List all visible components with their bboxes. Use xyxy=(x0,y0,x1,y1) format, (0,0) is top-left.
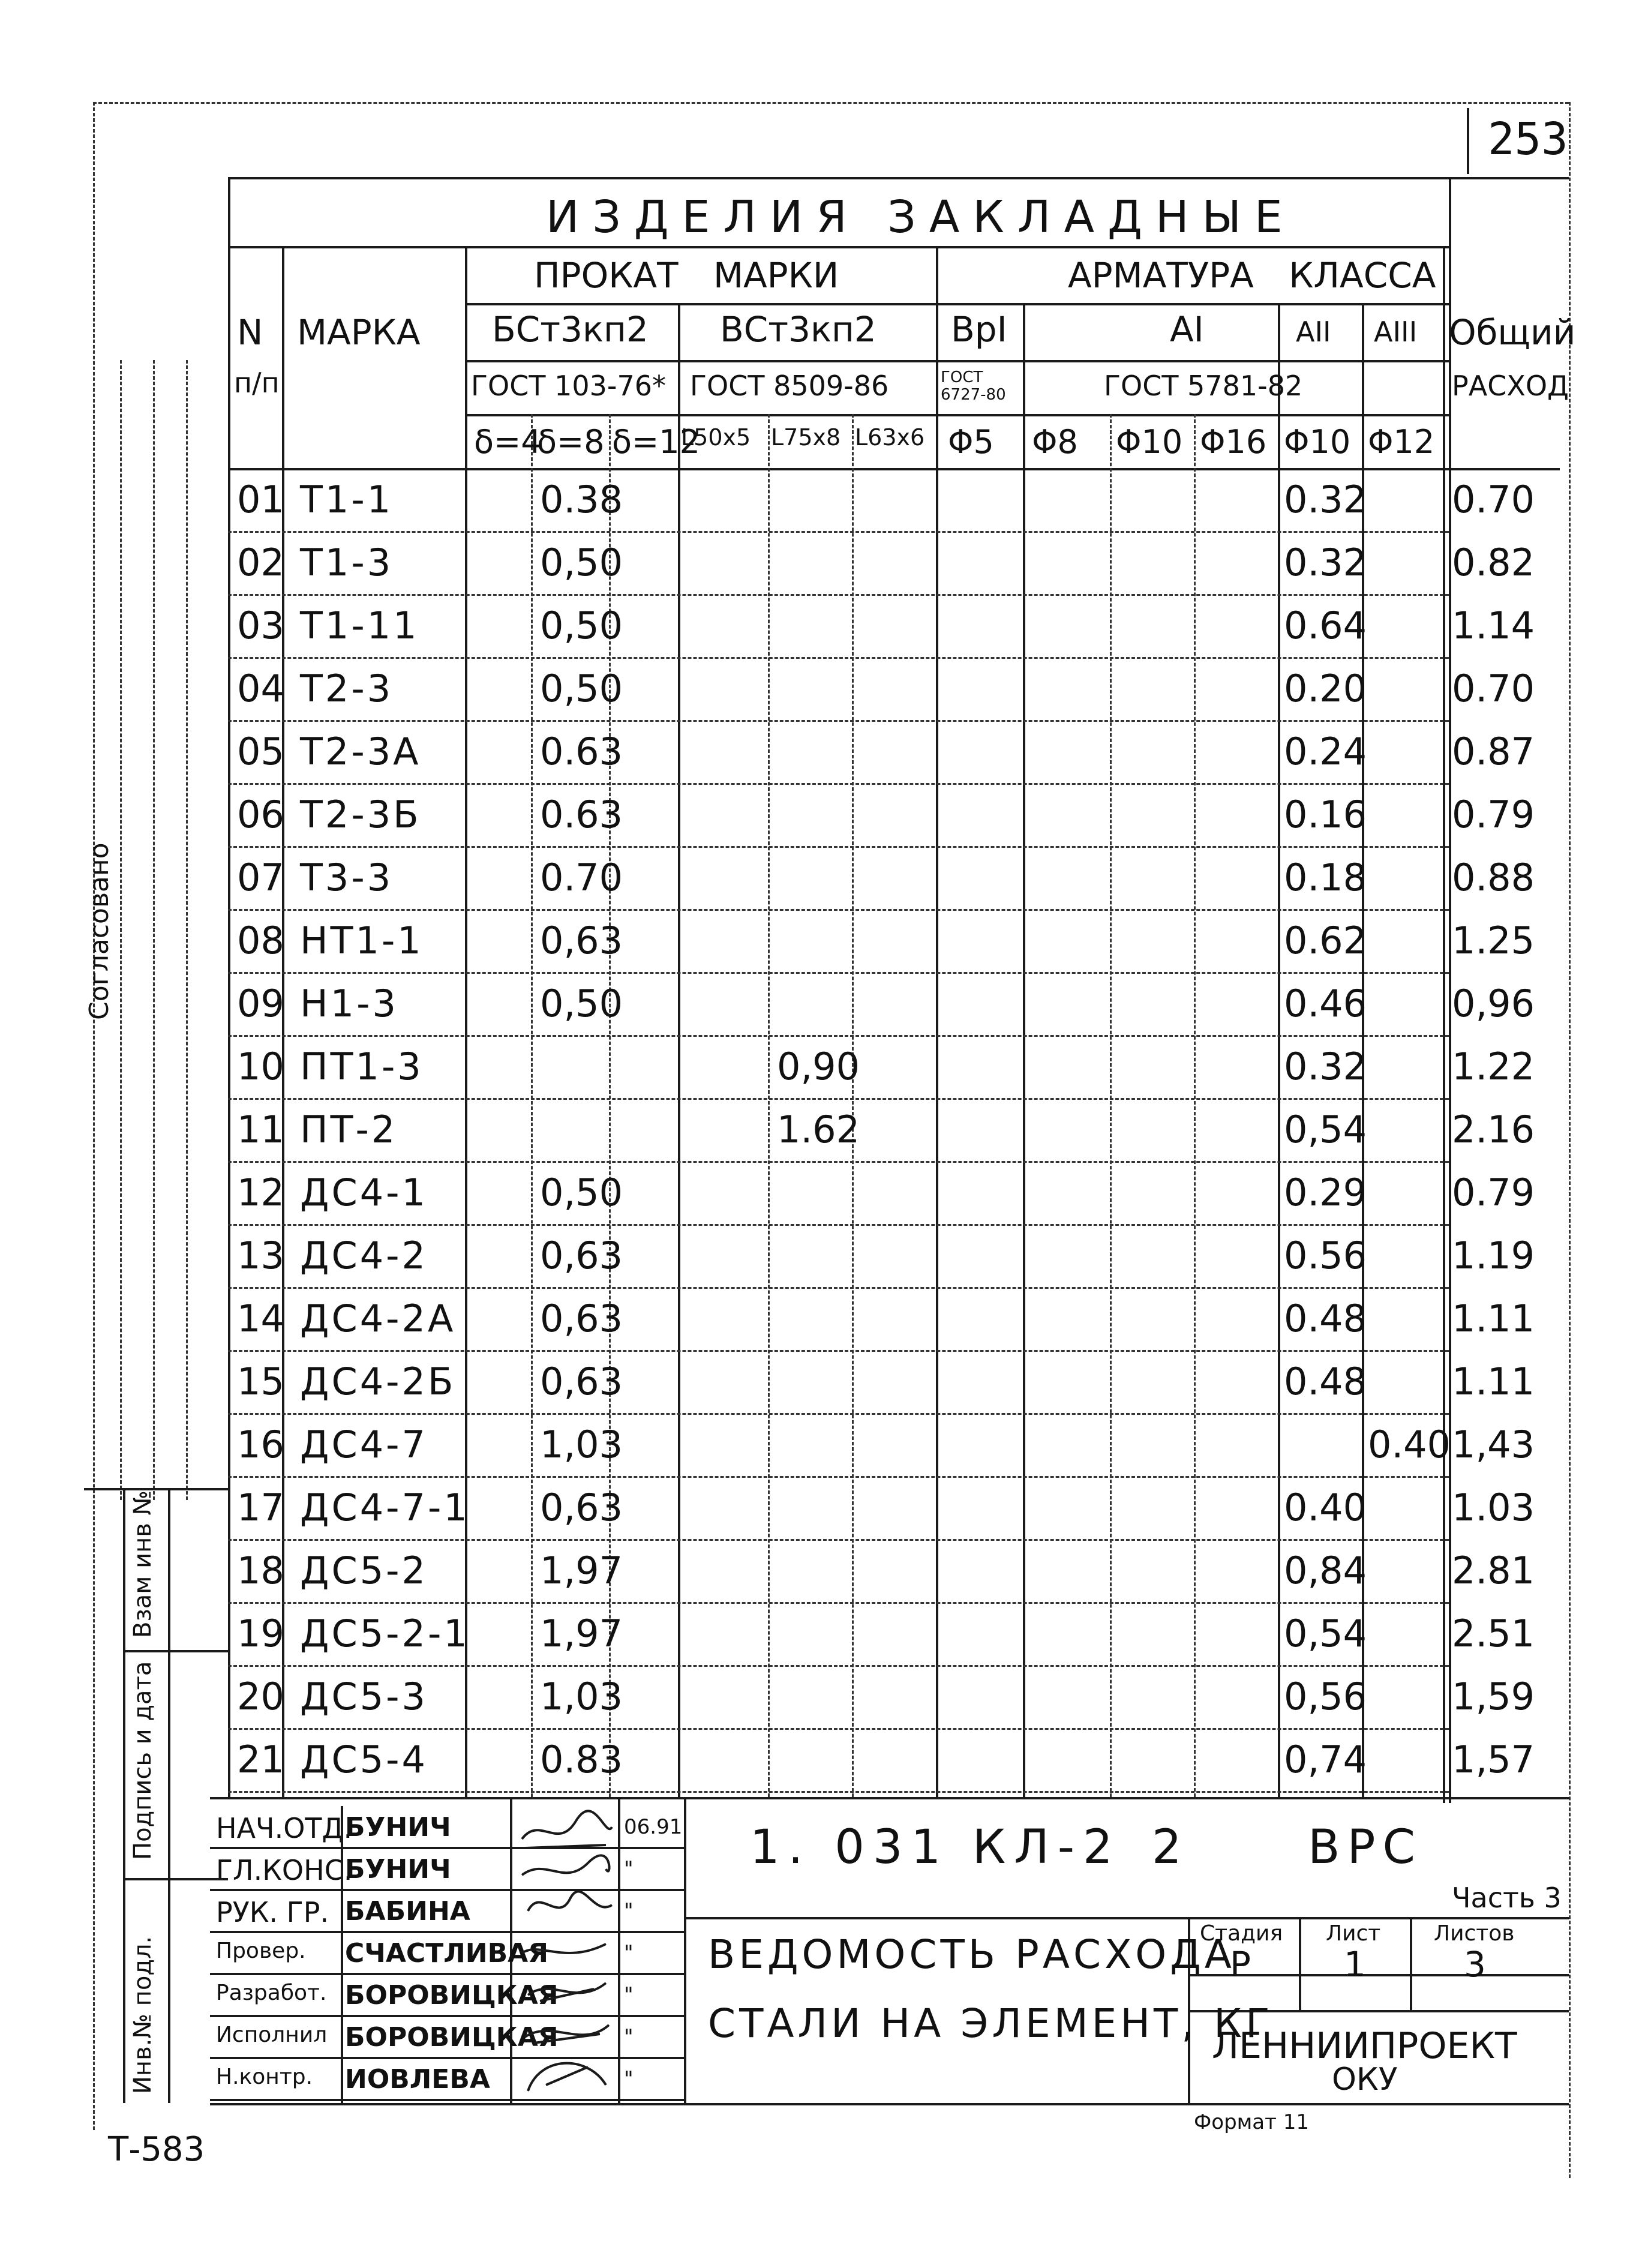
row-mark: ДС4-2 xyxy=(300,1234,428,1277)
row-mark: Т2-3 xyxy=(300,667,394,710)
row-plate-d8: 1,03 xyxy=(540,1423,623,1466)
col-f8-f10 xyxy=(1110,414,1112,1797)
row-total: 1,43 xyxy=(1452,1423,1535,1466)
row-number: 10 xyxy=(237,1045,284,1088)
row-mark: Т1-1 xyxy=(300,478,394,521)
hdr-line-2 xyxy=(465,360,1449,362)
sheets-value: 3 xyxy=(1464,1944,1486,1985)
row-total: 1.03 xyxy=(1452,1486,1535,1529)
outer-frame-right xyxy=(1569,102,1571,2178)
row-number: 13 xyxy=(237,1234,284,1277)
row-angle-l75: 1.62 xyxy=(777,1108,860,1151)
stamp-name: СЧАСТЛИВАЯ xyxy=(345,1938,549,1969)
row-arm-a2: 0.56 xyxy=(1284,1234,1367,1277)
row-mark: ПТ1-3 xyxy=(300,1045,424,1088)
stamp-mid xyxy=(684,1917,1569,1919)
col-n-label: N xyxy=(237,312,263,353)
stamp-top xyxy=(210,1797,1569,1799)
stamp-date: " xyxy=(624,2067,634,2091)
row-plate-d8: 1,03 xyxy=(540,1675,623,1718)
sheet-label: Лист xyxy=(1326,1921,1381,1946)
stamp-stage-sep1 xyxy=(1299,1917,1301,2010)
sub-col-label: Φ16 xyxy=(1200,423,1267,461)
row-number: 08 xyxy=(237,919,284,962)
row-plate-d8: 0.63 xyxy=(540,793,623,836)
table-row-separator xyxy=(228,720,1449,722)
side-sign-date: Подпись и дата xyxy=(129,1661,157,1860)
prokat-group-label: ПРОКАТ МАРКИ xyxy=(534,255,839,296)
col-total-1: Общий xyxy=(1449,312,1576,353)
row-mark: ДС5-3 xyxy=(300,1675,428,1718)
row-plate-d8: 0,50 xyxy=(540,1171,623,1214)
row-arm-a2: 0.16 xyxy=(1284,793,1367,836)
row-arm-a2: 0.20 xyxy=(1284,667,1367,710)
stamp-stage-sep2 xyxy=(1410,1917,1412,2010)
row-arm-a2: 0,56 xyxy=(1284,1675,1367,1718)
row-total: 0,96 xyxy=(1452,982,1535,1025)
col-sep-mark xyxy=(465,246,467,1797)
row-arm-a2: 0.64 xyxy=(1284,604,1367,647)
row-number: 21 xyxy=(237,1738,284,1781)
org-sub: ОКУ xyxy=(1332,2062,1398,2098)
row-arm-a2: 0.24 xyxy=(1284,730,1367,773)
row-total: 2.16 xyxy=(1452,1108,1535,1151)
table-row-separator xyxy=(228,1287,1449,1289)
stamp-name: ИОВЛЕВА xyxy=(345,2064,490,2095)
row-total: 1,57 xyxy=(1452,1738,1535,1781)
row-mark: ДС5-2-1 xyxy=(300,1612,470,1655)
hdr-line-3 xyxy=(465,414,1449,416)
sheet-value: 1 xyxy=(1344,1944,1366,1985)
prokat-grade-2: ВСт3кп2 xyxy=(720,309,876,350)
doc-title-1: ВЕДОМОСТЬ РАСХОДА xyxy=(708,1931,1235,1978)
row-total: 0.82 xyxy=(1452,541,1535,584)
row-total: 1.11 xyxy=(1452,1360,1535,1403)
row-mark: Т1-11 xyxy=(300,604,419,647)
row-arm-a2: 0,74 xyxy=(1284,1738,1367,1781)
row-number: 12 xyxy=(237,1171,284,1214)
row-plate-d8: 0,50 xyxy=(540,541,623,584)
side-agreed: Согласовано xyxy=(84,842,115,1020)
col-sep-bpi xyxy=(1023,303,1025,1797)
col-l75-l63 xyxy=(852,414,854,1797)
table-row-separator xyxy=(228,1728,1449,1730)
sub-col-label: δ=12 xyxy=(612,423,700,461)
arm-aii-label: АII xyxy=(1296,316,1331,348)
table-title: ИЗДЕЛИЯ ЗАКЛАДНЫЕ xyxy=(546,191,1296,243)
row-mark: Т3-3 xyxy=(300,856,394,899)
table-row-separator xyxy=(228,1035,1449,1037)
stamp-date: " xyxy=(624,2025,634,2049)
row-plate-d8: 0.83 xyxy=(540,1738,623,1781)
side-line-2 xyxy=(153,360,155,1500)
side-box-sep-2 xyxy=(123,1650,228,1652)
col-l50-l75 xyxy=(768,414,770,1797)
stamp-role: РУК. ГР. xyxy=(216,1896,329,1928)
table-top xyxy=(228,177,1569,179)
row-plate-d8: 0.70 xyxy=(540,856,623,899)
row-total: 1.25 xyxy=(1452,919,1535,962)
row-arm-a2: 0,54 xyxy=(1284,1108,1367,1151)
row-mark: ДС4-1 xyxy=(300,1171,428,1214)
arm-ai-label: АI xyxy=(1170,309,1204,350)
prokat-gost-2: ГОСТ 8509-86 xyxy=(690,370,889,402)
row-plate-d8: 0,50 xyxy=(540,982,623,1025)
arm-bpi-label: ВрI xyxy=(951,309,1007,350)
row-arm-a2: 0.46 xyxy=(1284,982,1367,1025)
row-total: 1.11 xyxy=(1452,1297,1535,1340)
arm-gost-2: ГОСТ 5781-82 xyxy=(1104,370,1303,402)
stamp-date: " xyxy=(624,1941,634,1965)
stamp-role: Н.контр. xyxy=(216,2065,313,2089)
doc-code: 1. 031 КЛ-2 xyxy=(750,1820,1121,1874)
doc-num: 2 xyxy=(1152,1820,1182,1874)
sheets-label: Листов xyxy=(1434,1921,1515,1946)
row-mark: Т2-3А xyxy=(300,730,421,773)
row-arm-a2: 0.32 xyxy=(1284,1045,1367,1088)
stamp-bottom xyxy=(210,2103,1569,2105)
col-f10-f16 xyxy=(1194,414,1196,1797)
table-row-separator xyxy=(228,1665,1449,1667)
page-number-frame xyxy=(1467,108,1469,174)
row-number: 11 xyxy=(237,1108,284,1151)
hdr-line-1 xyxy=(465,303,1449,305)
row-plate-d8: 0,63 xyxy=(540,1360,623,1403)
stamp-name: БУНИЧ xyxy=(345,1812,451,1843)
col-sep-total xyxy=(1443,246,1445,1803)
stamp-role: Разработ. xyxy=(216,1981,327,2005)
doc-title-2: СТАЛИ НА ЭЛЕМЕНТ, КГ xyxy=(708,2000,1274,2047)
col-sep-a2 xyxy=(1278,303,1280,1797)
table-row-separator xyxy=(228,1224,1449,1226)
stamp-date: " xyxy=(624,1857,634,1881)
sub-col-label: L75x8 xyxy=(771,424,841,451)
stamp-role: Провер. xyxy=(216,1939,306,1963)
row-arm-a2: 0.32 xyxy=(1284,478,1367,521)
stamp-name: БУНИЧ xyxy=(345,1854,451,1885)
row-number: 19 xyxy=(237,1612,284,1655)
page-number: 253 xyxy=(1488,113,1568,165)
row-total: 0.88 xyxy=(1452,856,1535,899)
hdr-line-4 xyxy=(228,468,1560,470)
row-arm-a2: 0,54 xyxy=(1284,1612,1367,1655)
stage-label: Стадия xyxy=(1200,1921,1283,1946)
sub-col-label: Φ12 xyxy=(1368,423,1435,461)
row-arm-a2: 0.32 xyxy=(1284,541,1367,584)
stamp-name: БОРОВИЦКАЯ xyxy=(345,2022,559,2053)
table-right xyxy=(1449,177,1451,1803)
table-row-separator xyxy=(228,594,1449,596)
sub-col-label: Φ8 xyxy=(1032,423,1078,461)
format-label: Формат 11 xyxy=(1194,2110,1310,2134)
table-row-separator xyxy=(228,1161,1449,1163)
row-arm-a2: 0.29 xyxy=(1284,1171,1367,1214)
row-arm-a2: 0.48 xyxy=(1284,1360,1367,1403)
row-plate-d8: 0,50 xyxy=(540,667,623,710)
row-number: 07 xyxy=(237,856,284,899)
row-mark: ДС5-2 xyxy=(300,1549,428,1592)
row-arm-a3: 0.40 xyxy=(1368,1423,1451,1466)
signatures xyxy=(516,1803,618,2103)
col-sep-prokat-arm xyxy=(936,246,938,1797)
stamp-role: Исполнил xyxy=(216,2023,328,2047)
row-arm-a2: 0.18 xyxy=(1284,856,1367,899)
stamp-date: " xyxy=(624,1899,634,1923)
table-row-separator xyxy=(228,1539,1449,1541)
row-total: 1.22 xyxy=(1452,1045,1535,1088)
arm-group-label: АРМАТУРА КЛАССА xyxy=(1068,255,1436,296)
row-mark: ПТ-2 xyxy=(300,1108,398,1151)
row-mark: Т2-3Б xyxy=(300,793,421,836)
row-mark: ДС4-7-1 xyxy=(300,1486,470,1529)
sub-col-label: L50x5 xyxy=(681,424,751,451)
row-number: 20 xyxy=(237,1675,284,1718)
stamp-vert-3 xyxy=(684,1797,686,2103)
row-number: 17 xyxy=(237,1486,284,1529)
stamp-name: БАБИНА xyxy=(345,1896,470,1927)
row-plate-d8: 0,63 xyxy=(540,1297,623,1340)
col-total-2: РАСХОД xyxy=(1452,370,1569,402)
row-total: 2.51 xyxy=(1452,1612,1535,1655)
table-row-separator xyxy=(228,846,1449,848)
side-box-sep-3 xyxy=(123,1878,228,1880)
sub-col-label: L63x6 xyxy=(855,424,925,451)
row-total: 0.79 xyxy=(1452,793,1535,836)
row-plate-d8: 0,50 xyxy=(540,604,623,647)
doc-part: Часть 3 xyxy=(1452,1882,1562,1914)
side-box-right xyxy=(168,1488,170,2103)
row-number: 16 xyxy=(237,1423,284,1466)
sub-col-label: δ=8 xyxy=(537,423,605,461)
row-mark: ДС4-2Б xyxy=(300,1360,456,1403)
row-arm-a2: 0.40 xyxy=(1284,1486,1367,1529)
stamp-date: 06.91 xyxy=(624,1815,683,1839)
sub-col-label: Φ5 xyxy=(948,423,994,461)
row-mark: ДС4-7 xyxy=(300,1423,428,1466)
table-row-separator xyxy=(228,1476,1449,1478)
col-sep-grade xyxy=(678,303,680,1797)
sub-col-label: Φ10 xyxy=(1116,423,1183,461)
row-number: 06 xyxy=(237,793,284,836)
stamp-date: " xyxy=(624,1983,634,2007)
outer-frame-left xyxy=(93,102,95,2130)
table-row-separator xyxy=(228,1350,1449,1352)
table-row-separator xyxy=(228,1602,1449,1604)
row-number: 18 xyxy=(237,1549,284,1592)
col-d4-d8 xyxy=(531,414,533,1797)
row-mark: ДС4-2А xyxy=(300,1297,456,1340)
row-number: 05 xyxy=(237,730,284,773)
arm-gost-1: ГОСТ 6727-80 xyxy=(941,368,1006,404)
side-inv-orig: Инв.№ подл. xyxy=(129,1936,157,2094)
row-total: 1.19 xyxy=(1452,1234,1535,1277)
table-row-separator xyxy=(228,531,1449,533)
stamp-role-sep xyxy=(341,1806,343,2103)
stage-value: Р xyxy=(1230,1944,1251,1985)
title-bottom xyxy=(228,246,1449,248)
table-left xyxy=(228,177,230,1797)
row-total: 1,59 xyxy=(1452,1675,1535,1718)
row-number: 14 xyxy=(237,1297,284,1340)
row-number: 01 xyxy=(237,478,284,521)
row-total: 2.81 xyxy=(1452,1549,1535,1592)
row-angle-l75: 0,90 xyxy=(777,1045,860,1088)
side-line-1 xyxy=(120,360,122,1500)
row-number: 09 xyxy=(237,982,284,1025)
table-row-separator xyxy=(228,1791,1449,1793)
row-number: 02 xyxy=(237,541,284,584)
row-mark: Т1-3 xyxy=(300,541,394,584)
table-row-separator xyxy=(228,657,1449,659)
doc-type: ВРС xyxy=(1308,1820,1423,1874)
prokat-grade-1: БСт3кп2 xyxy=(492,309,649,350)
row-mark: ДС5-4 xyxy=(300,1738,428,1781)
row-mark: НТ1-1 xyxy=(300,919,424,962)
row-mark: Н1-3 xyxy=(300,982,398,1025)
stamp-name: БОРОВИЦКАЯ xyxy=(345,1980,559,2011)
org-name: ЛЕННИИПРОЕКТ xyxy=(1212,2025,1517,2067)
arm-aiii-label: АIII xyxy=(1374,316,1418,348)
row-arm-a2: 0,84 xyxy=(1284,1549,1367,1592)
row-plate-d8: 1,97 xyxy=(540,1612,623,1655)
side-line-3 xyxy=(186,360,188,1500)
row-number: 03 xyxy=(237,604,284,647)
col-mark-label: МАРКА xyxy=(297,312,421,353)
row-plate-d8: 0,63 xyxy=(540,919,623,962)
side-inv-repl: Взам инв № xyxy=(129,1490,157,1638)
stamp-role: НАЧ.ОТД. xyxy=(216,1812,353,1844)
row-number: 04 xyxy=(237,667,284,710)
row-number: 15 xyxy=(237,1360,284,1403)
row-plate-d8: 0.63 xyxy=(540,730,623,773)
table-row-separator xyxy=(228,783,1449,785)
row-arm-a2: 0.62 xyxy=(1284,919,1367,962)
table-row-separator xyxy=(228,972,1449,974)
row-total: 1.14 xyxy=(1452,604,1535,647)
row-total: 0.79 xyxy=(1452,1171,1535,1214)
row-total: 0.70 xyxy=(1452,667,1535,710)
sub-col-label: δ=4 xyxy=(474,423,542,461)
row-arm-a2: 0.48 xyxy=(1284,1297,1367,1340)
sub-col-label: Φ10 xyxy=(1284,423,1351,461)
table-row-separator xyxy=(228,1413,1449,1415)
footer-code: Т-583 xyxy=(108,2130,205,2169)
col-n2-label: п/п xyxy=(234,367,280,399)
row-plate-d8: 0.38 xyxy=(540,478,623,521)
prokat-gost-1: ГОСТ 103-76* xyxy=(471,370,667,402)
row-plate-d8: 1,97 xyxy=(540,1549,623,1592)
row-plate-d8: 0,63 xyxy=(540,1234,623,1277)
table-row-separator xyxy=(228,1098,1449,1100)
row-total: 0.87 xyxy=(1452,730,1535,773)
side-box-left xyxy=(123,1488,125,2103)
table-row-separator xyxy=(228,909,1449,911)
stamp-role: ГЛ.КОНС. xyxy=(216,1854,353,1886)
row-total: 0.70 xyxy=(1452,478,1535,521)
row-plate-d8: 0,63 xyxy=(540,1486,623,1529)
outer-frame-top xyxy=(93,102,1569,104)
